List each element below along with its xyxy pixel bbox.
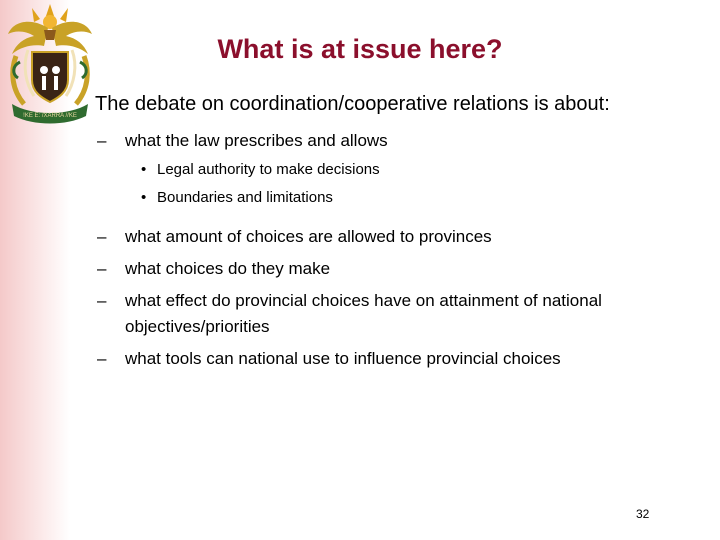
sub-sub-point-text: Boundaries and limitations (157, 189, 333, 206)
sub-point (97, 128, 675, 154)
dash-marker: – (97, 227, 107, 246)
bullet-marker: • (141, 161, 147, 178)
slide-title: What is at issue here? (217, 34, 503, 64)
sub-point (97, 288, 675, 340)
sub-point (97, 224, 675, 250)
sub-point-text: what amount of choices are allowed to provinces (125, 227, 492, 246)
dash-marker: – (97, 291, 107, 310)
svg-text:!KE E: /XARRA //KE: !KE E: /XARRA //KE (23, 113, 77, 119)
bullet-marker: • (141, 189, 147, 206)
main-point-text: The debate on coordination/cooperative relations is about: (95, 93, 610, 115)
slide-content (95, 90, 675, 378)
sub-sub-point (141, 188, 675, 208)
sub-sub-point-text: Legal authority to make decisions (157, 161, 380, 178)
coat-of-arms-logo (2, 0, 98, 128)
sub-point-text: what the law prescribes and allows (125, 131, 388, 150)
sub-point-text: what choices do they make (125, 259, 331, 278)
dash-marker: – (97, 131, 107, 150)
page-number: 32 (636, 507, 650, 521)
sub-point (97, 346, 675, 372)
dash-marker: – (97, 259, 107, 278)
shield (32, 52, 68, 102)
dash-marker: – (97, 349, 107, 368)
sub-point (97, 256, 675, 282)
main-point (95, 90, 675, 118)
sub-point-text: what tools can national use to influence provincial choices (125, 349, 561, 368)
sub-sub-point (141, 160, 675, 180)
sub-point-text: what effect do provincial choices have on attainment of national objectives/priorities (125, 291, 602, 336)
